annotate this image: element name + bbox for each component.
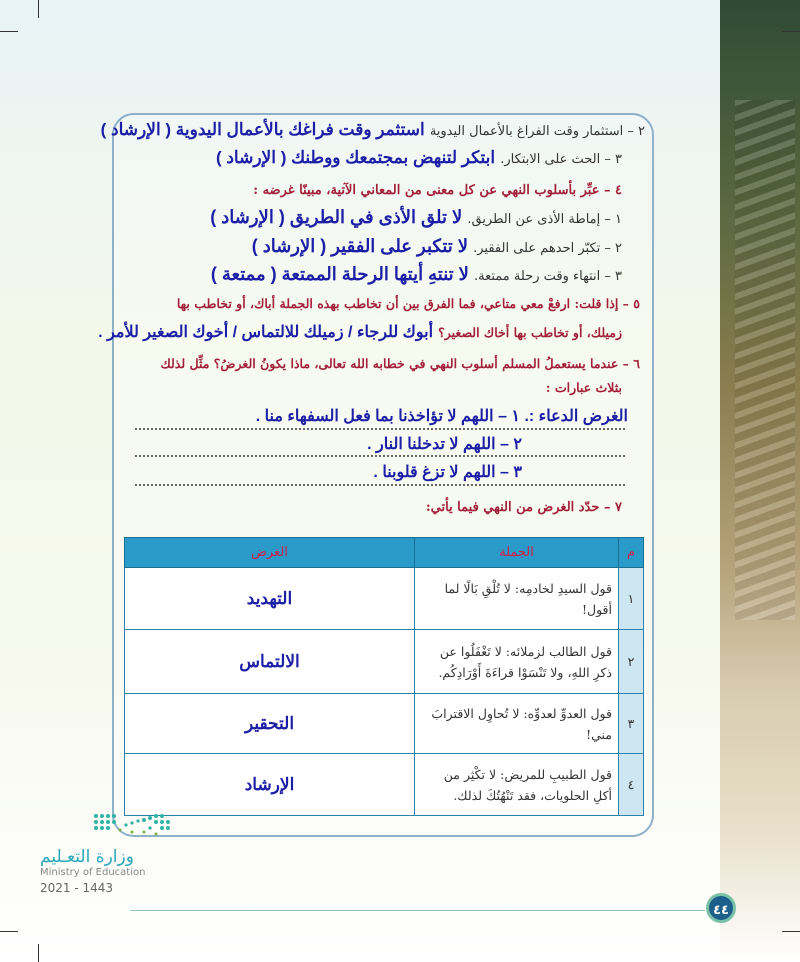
row-number: ٣: [619, 694, 644, 754]
row-sentence: قول العدوِّ لعدوِّه: لا تُحاوِل الاقترابَ مني!: [415, 694, 619, 754]
handwritten-answer: ابتكر لتنهض بمجتمعك ووطنك ( الإرشاد ): [215, 148, 496, 167]
ministry-name-arabic: وزارة التعـليم: [40, 847, 134, 867]
exercise-line: [98, 322, 622, 342]
purpose-table: [124, 537, 644, 816]
printed-text: ٢ – استثمار وقت الفراغ بالأعمال اليدوية: [429, 124, 645, 139]
handwritten-answer: أبوك للرجاء / زميلك للالتماس / أخوك الصغير للأمر .: [98, 324, 434, 341]
handwritten-answer: لا تلق الأذى في الطريق ( الإرشاد ): [210, 207, 463, 227]
row-number: ١: [619, 568, 644, 630]
footer-divider: [130, 910, 705, 911]
crop-mark: [38, 944, 39, 962]
question-5-continued: زميلك، أو تخاطب بها أخاك الصغير؟: [438, 325, 622, 340]
dotted-answer-line: [135, 428, 625, 430]
crop-mark: [0, 931, 18, 932]
dotted-answer-line: [135, 484, 625, 486]
printed-text: ٢ – تكبّر احدهم على الفقير.: [473, 241, 622, 256]
row-purpose: التحقير: [125, 694, 415, 754]
printed-text: ٣ – انتهاء وقت رحلة ممتعة.: [474, 269, 622, 284]
handwritten-answer: ٣ – اللهم لا تزغ قلوبنا .: [373, 464, 522, 481]
crop-mark: [0, 31, 18, 32]
page-number: ٤٤: [706, 893, 736, 923]
dotted-answer-line: [135, 455, 625, 457]
row-number: ٢: [619, 630, 644, 694]
handwritten-answer: الغرض الدعاء :. ١ – اللهم لا تؤاخذنا بما فعل السفهاء منا .: [255, 408, 628, 425]
exercise-line: [252, 236, 622, 257]
row-sentence: قول السيدِ لخادمِه: لا تُلْقِ بَالًا لما أقول!: [415, 568, 619, 630]
question-4: ٤ – عبِّر بأسلوب النهي عن كل معنى من المعاني الآتية، مبينًا غرضه :: [253, 183, 622, 198]
decorative-pen-image: [735, 100, 795, 620]
question-7: ٧ – حدّد الغرض من النهي فيما يأتي:: [425, 500, 622, 515]
handwritten-answer: ٢ – اللهم لا تدخلنا النار .: [367, 436, 522, 453]
row-sentence: قول الطالب لزملائه: لا تَغْفَلُوا عن ذكرِ اللهِ، ولا تَنْسَوْا قراءَةَ أَوْرَادِكُم.: [415, 630, 619, 694]
table-header-sentence: الجملة: [415, 538, 619, 568]
exercise-line: [101, 120, 645, 140]
table-row: [125, 630, 644, 694]
question-6: ٦ – عندما يستعملُ المسلم أسلوب النهي في خطابه الله تعالى، ماذا يكونُ الغرضُ؟ مثِّل لذلك: [160, 356, 640, 371]
question-6-continued: بثلاث عبارات :: [545, 380, 622, 395]
crop-mark: [782, 31, 800, 32]
row-number: ٤: [619, 754, 644, 816]
handwritten-answer: لا تتكبر على الفقير ( الإرشاد ): [251, 236, 469, 256]
row-purpose: الإرشاد: [125, 754, 415, 816]
handwritten-answer: لا تنتهِ أيتها الرحلة الممتعة ( ممتعة ): [210, 264, 469, 284]
exercise-line: [216, 148, 622, 168]
table-row: [125, 568, 644, 630]
row-purpose: التهديد: [125, 568, 415, 630]
row-sentence: قول الطبيبِ للمريض: لا تكْثِر من أكلِ الحلويات، فقد تَنْهُتُكَ لذلك.: [415, 754, 619, 816]
table-header-purpose: الغرض: [125, 538, 415, 568]
crop-mark: [38, 0, 39, 18]
question-5: ٥ – إذا قلت: ارفعْ معي متاعي، فما الفرق بين أن تخاطب بهذه الجملة أباك، أو تخاطب بها: [176, 296, 640, 311]
edition-year: 2021 - 1443: [40, 881, 114, 895]
exercise-line: [211, 264, 622, 285]
exercise-line: [210, 207, 622, 228]
ministry-name-english: Ministry of Education: [40, 867, 146, 878]
table-header-num: م: [619, 538, 644, 568]
row-purpose: الالتماس: [125, 630, 415, 694]
printed-text: ١ – إماطة الأذى عن الطريق.: [467, 212, 622, 227]
crop-mark: [782, 931, 800, 932]
ministry-logo-icon: [92, 812, 176, 838]
printed-text: ٣ – الحث على الابتكار.: [500, 152, 622, 167]
table-row: [125, 694, 644, 754]
handwritten-answer: استثمر وقت فراغك بالأعمال اليدوية ( الإرشاد ): [100, 120, 425, 139]
table-row: [125, 754, 644, 816]
